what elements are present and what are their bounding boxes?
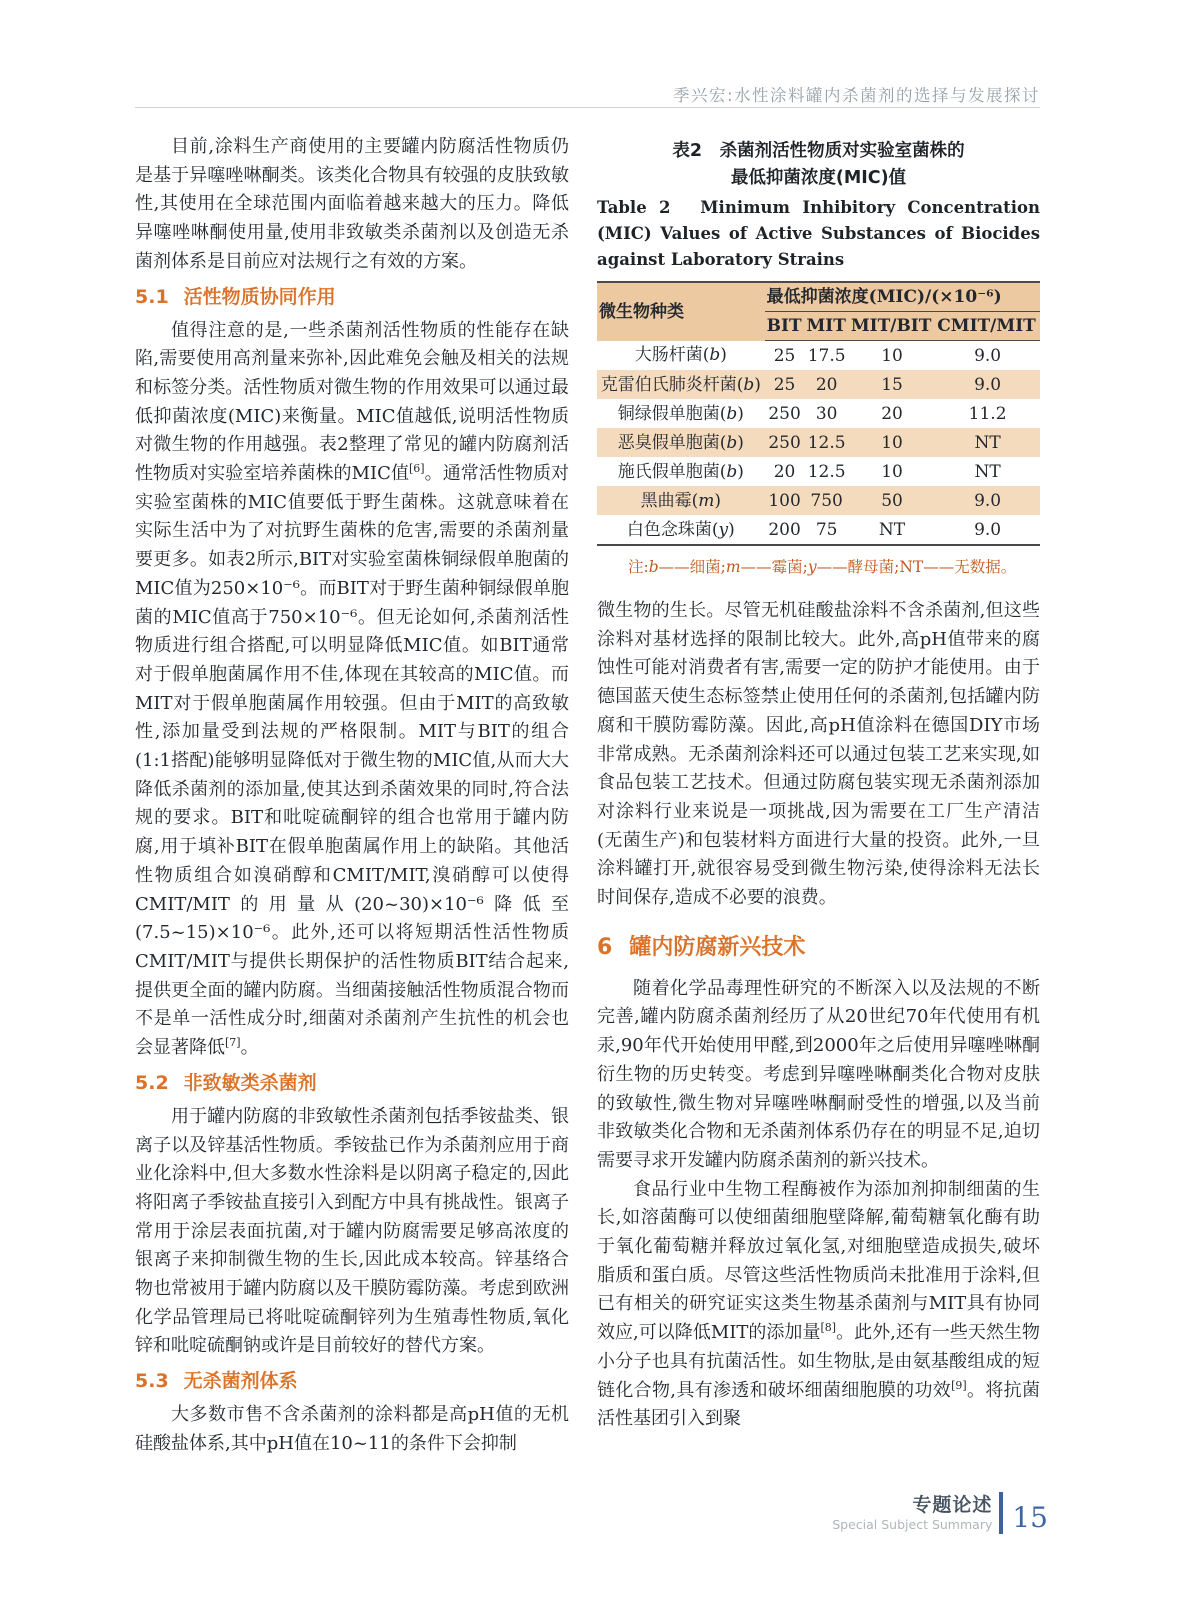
section-title: 非致敏类杀菌剂 [183,1071,317,1094]
table-title-zh-line1: 表2 杀菌剂活性物质对实验室菌株的 [672,141,965,161]
table-row [597,341,1040,371]
mic-value-cell: NT [974,432,1001,453]
species-cell: 克雷伯氏肺炎杆菌(b) [600,374,761,395]
species-cell: 施氏假单胞菌(b) [617,461,744,482]
species-cell: 白色念珠菌(y) [626,519,735,540]
column-header-bit: BIT [765,312,805,341]
mic-value-cell: NT [878,519,906,540]
section-number: 5.3 [135,1370,169,1393]
section-heading-6 [597,931,1040,965]
mic-value-cell: 250 [768,432,801,453]
mic-value-cell: 20 [773,461,796,482]
section-title: 活性物质协同作用 [183,285,336,308]
mic-value-cell: 9.0 [974,345,1002,366]
section-title: 罐内防腐新兴技术 [629,934,806,960]
intro-paragraph: 目前,涂料生产商使用的主要罐内防腐活性物质仍是基于异噻唑啉酮类。该类化合物具有较强的皮肤致敏性,其使用在全球范围内面临着越来越大的压力。降低异噻唑啉酮使用量,使用非致敏类杀菌剂以及创造无杀菌剂体系是目前应对法规行之有效的方案。 [135,136,569,272]
mic-value-cell: 10 [881,432,903,453]
mic-value-cell: 25 [773,374,796,395]
mic-value-cell: 200 [768,519,801,540]
mic-value-cell: 15 [881,374,903,395]
section-heading-5-1 [135,282,569,312]
body-paragraph-continuation: 微生物的生长。尽管无机硅酸盐涂料不含杀菌剂,但这些涂料对基材选择的限制比较大。此外,高pH值带来的腐蚀性可能对消费者有害,需要一定的防护才能使用。由于德国蓝天使生态标签禁止使用任何的杀菌剂,包括罐内防腐和干膜防霉防藻。因此,高pH值涂料在德国DIY市场非常成熟。无杀菌剂涂料还可以通过包装工艺来实现,如食品包装工艺技术。但通过防腐包装实现无杀菌剂添加对涂料行业来说是一项挑战,因为需要在工厂生产清洁(无菌生产)和包装材料方面进行大量的投资。此外,一旦涂料罐打开,就很容易受到微生物污染,使得涂料无法长时间保存,造成不必要的浪费。 [597,600,1040,909]
footer-divider-bar [999,1492,1003,1534]
body-paragraph-6-2: 食品行业中生物工程酶被作为添加剂抑制细菌的生长,如溶菌酶可以使细菌细胞壁降解,葡萄糖氧化酶有助于氧化葡萄糖并释放过氧化氢,对细胞壁造成损失,破坏脂质和蛋白质。尽管这些活性物质尚未批准用于涂料,但已有相关的研究证实这类生物基杀菌剂与MIT具有协同效应,可以降低MIT的添加量[8]。此外,还有一些天然生物小分子也具有抗菌活性。如生物肽,是由氨基酸组成的短链化合物,具有渗透和破坏细菌细胞膜的功效[9]。将抗菌活性基团引入到聚 [597,1178,1040,1430]
table-row [597,486,1040,515]
running-header-title: 季兴宏:水性涂料罐内杀菌剂的选择与发展探讨 [672,86,1040,105]
mic-value-cell: 9.0 [974,519,1002,540]
body-paragraph-6-1: 随着化学品毒理性研究的不断深入以及法规的不断完善,罐内防腐杀菌剂经历了从20世纪70年代使用有机汞,90年代开始使用甲醛,到2000年之后使用异噻唑啉酮衍生物的历史转变。考虑到异噻唑啉酮类化合物对皮肤的致敏性,微生物对异噻唑啉酮耐受性的增强,以及当前非致敏类化合物和无杀菌剂体系仍存在的明显不足,迫切需要寻求开发罐内防腐杀菌剂的新兴技术。 [597,977,1040,1171]
mic-value-cell: 30 [815,403,838,424]
section-number: 5.1 [135,285,169,308]
footer-section-en: Special Subject Summary [832,1516,993,1532]
section-heading-5-2 [135,1068,569,1098]
body-paragraph-5-1: 值得注意的是,一些杀菌剂活性物质的性能存在缺陷,需要使用高剂量来弥补,因此难免会触及相关的法规和标签分类。活性物质对微生物的作用效果可以通过最低抑菌浓度(MIC)来衡量。MIC值越低,说明活性物质对微生物的作用越强。表2整理了常见的罐内防腐剂活性物质对实验室培养菌株的MIC值[6]。通常活性物质对实验室菌株的MIC值要低于野生菌株。这就意味着在实际生活中为了对抗野生菌株的危害,需要的杀菌剂量要更多。如表2所示,BIT对实验室菌株铜绿假单胞菌的MIC值为250×10⁻⁶。而BIT对于野生菌种铜绿假单胞菌的MIC值高于750×10⁻⁶。但无论如何,杀菌剂活性物质进行组合搭配,可以明显降低MIC值。如BIT通常对于假单胞菌属作用不佳,体现在其较高的MIC值。而MIT对于假单胞菌属作用较强。但由于MIT的高致敏性,添加量受到法规的严格限制。MIT与BIT的组合(1:1搭配)能够明显降低对于微生物的MIC值,从而大大降低杀菌剂的添加量,使其达到杀菌效果的同时,符合法规的要求。BIT和吡啶硫酮锌的组合也常用于罐内防腐,用于填补BIT在假单胞菌属作用上的缺陷。其他活性物质组合如溴硝醇和CMIT/MIT,溴硝醇可以使得CMIT/MIT的用量从(20~30)×10⁻⁶降低至(7.5~15)×10⁻⁶。此外,还可以将短期活性活性物质CMIT/MIT与提供长期保护的活性物质BIT结合起来,提供更全面的罐内防腐。当细菌接触活性物质混合物而不是单一活性成分时,细菌对杀菌剂产生抗性的机会也会显著降低[7]。 [135,319,570,1059]
column-header-mit-bit: MIT/BIT [849,312,935,341]
footer [832,1492,1048,1534]
mic-value-cell: 50 [881,490,903,511]
section-title: 无杀菌剂体系 [183,1370,298,1393]
species-cell: 大肠杆菌(b) [634,345,727,366]
table-row [597,428,1040,457]
body-paragraph-5-3: 大多数市售不含杀菌剂的涂料都是高pH值的无机硅酸盐体系,其中pH值在10~11的条件下会抑制 [135,1404,569,1454]
table-title-zh-line2: 最低抑菌浓度(MIC)值 [730,168,907,188]
table-title-en: Table 2 Minimum Inhibitory Concentration (MIC) Values of Active Substances of Biocides against Laboratory Strains [597,198,1040,269]
mic-table [597,281,1040,546]
column-header-mit: MIT [804,312,848,341]
section-heading-5-3 [135,1366,569,1396]
mic-value-cell: 12.5 [807,461,846,482]
table-row [597,457,1040,486]
mic-value-cell: 20 [815,374,838,395]
table-row [597,370,1040,399]
table-row [597,399,1040,428]
mic-value-cell: 10 [881,461,903,482]
footer-labels [832,1494,992,1533]
mic-value-cell: 100 [768,490,801,511]
mic-value-cell: 11.2 [968,403,1007,424]
mic-value-cell: 25 [773,345,796,366]
mic-value-cell: 9.0 [974,374,1002,395]
species-cell: 黑曲霉(m) [640,490,722,511]
body-paragraph-5-2: 用于罐内防腐的非致敏性杀菌剂包括季铵盐类、银离子以及锌基活性物质。季铵盐已作为杀菌剂应用于商业化涂料中,但大多数水性涂料是以阴离子稳定的,因此将阳离子季铵盐直接引入到配方中具有挑战性。银离子常用于涂层表面抗菌,对于罐内防腐需要足够高浓度的银离子来抑制微生物的生长,因此成本较高。锌基络合物也常被用于罐内防腐以及干膜防霉防藻。考虑到欧洲化学品管理局已将吡啶硫酮锌列为生殖毒性物质,氧化锌和吡啶硫酮钠或许是目前较好的替代方案。 [135,1105,569,1357]
section-number: 6 [597,934,613,960]
mic-value-cell: 750 [810,490,843,511]
footer-section-zh: 专题论述 [912,1493,993,1516]
table-row [597,515,1040,545]
mic-value-cell: 20 [881,403,903,424]
species-cell: 铜绿假单胞菌(b) [617,403,744,424]
left-column [135,133,569,1459]
column-header-cmit-mit: CMIT/MIT [935,312,1040,341]
mic-value-cell: 75 [815,519,838,540]
mic-value-cell: 9.0 [974,490,1002,511]
header-divider [135,107,1040,108]
mic-value-cell: NT [974,461,1001,482]
mic-value-cell: 250 [768,403,801,424]
mic-value-cell: 12.5 [807,432,846,453]
mic-value-cell: 17.5 [807,345,846,366]
page-number: 15 [1012,1500,1048,1534]
right-column [597,138,1040,1434]
section-number: 5.2 [135,1071,169,1094]
table-note: 注:b——细菌;m——霉菌;y——酵母菌;NT——无数据。 [628,558,1017,576]
mic-value-cell: 10 [881,345,903,366]
mic-group-header: 最低抑菌浓度(MIC)/(×10⁻⁶) [765,282,1040,312]
species-cell: 恶臭假单胞菌(b) [617,432,744,453]
species-column-header: 微生物种类 [599,301,684,322]
